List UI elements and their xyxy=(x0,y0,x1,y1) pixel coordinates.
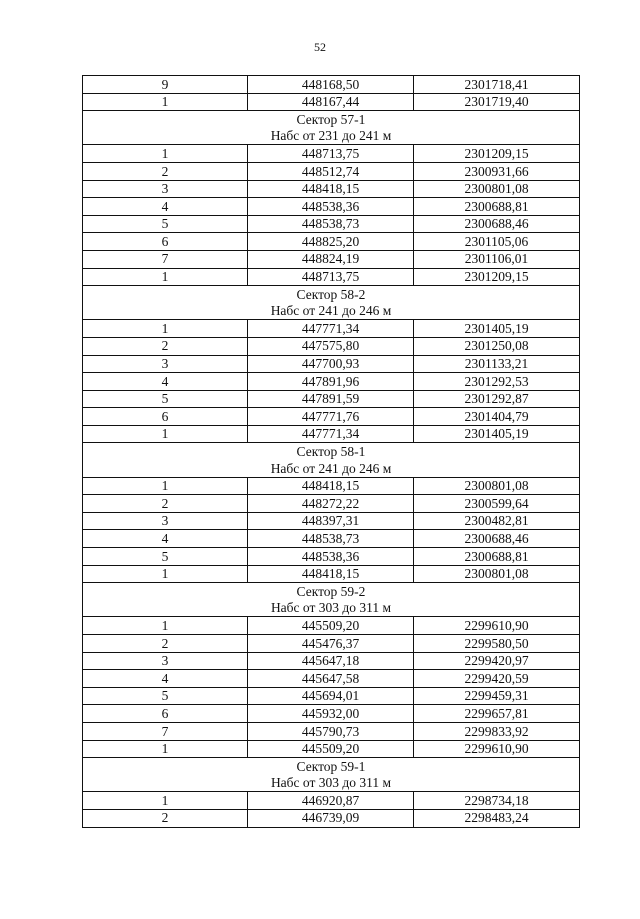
sector-title: Сектор 57-1 xyxy=(83,111,580,128)
point-number-cell: 1 xyxy=(83,425,248,443)
table-row xyxy=(83,670,580,688)
coordinates-table-body xyxy=(83,76,580,828)
table-row xyxy=(83,355,580,373)
height-range-row xyxy=(83,128,580,145)
sector-header-row xyxy=(83,443,580,460)
y-coordinate-cell: 2300599,64 xyxy=(414,495,580,513)
y-coordinate-cell: 2300688,46 xyxy=(414,215,580,233)
y-coordinate-cell: 2301250,08 xyxy=(414,337,580,355)
point-number-cell: 5 xyxy=(83,215,248,233)
x-coordinate-cell: 448824,19 xyxy=(248,250,414,268)
x-coordinate-cell: 448713,75 xyxy=(248,268,414,286)
point-number-cell: 5 xyxy=(83,548,248,566)
point-number-cell: 7 xyxy=(83,250,248,268)
height-range-row xyxy=(83,303,580,320)
point-number-cell: 7 xyxy=(83,722,248,740)
y-coordinate-cell: 2301209,15 xyxy=(414,145,580,163)
table-row xyxy=(83,512,580,530)
point-number-cell: 1 xyxy=(83,145,248,163)
table-row xyxy=(83,792,580,810)
y-coordinate-cell: 2301719,40 xyxy=(414,93,580,111)
table-row xyxy=(83,565,580,583)
x-coordinate-cell: 448418,15 xyxy=(248,180,414,198)
point-number-cell: 1 xyxy=(83,93,248,111)
point-number-cell: 2 xyxy=(83,809,248,827)
y-coordinate-cell: 2301106,01 xyxy=(414,250,580,268)
point-number-cell: 1 xyxy=(83,477,248,495)
point-number-cell: 2 xyxy=(83,337,248,355)
y-coordinate-cell: 2299420,97 xyxy=(414,652,580,670)
x-coordinate-cell: 448512,74 xyxy=(248,162,414,180)
sector-header-row xyxy=(83,758,580,775)
x-coordinate-cell: 448713,75 xyxy=(248,145,414,163)
x-coordinate-cell: 445509,20 xyxy=(248,740,414,758)
y-coordinate-cell: 2301405,19 xyxy=(414,425,580,443)
table-row xyxy=(83,548,580,566)
x-coordinate-cell: 445647,18 xyxy=(248,652,414,670)
y-coordinate-cell: 2299459,31 xyxy=(414,687,580,705)
x-coordinate-cell: 447891,96 xyxy=(248,373,414,391)
point-number-cell: 4 xyxy=(83,530,248,548)
point-number-cell: 4 xyxy=(83,670,248,688)
height-range-row xyxy=(83,460,580,477)
sector-title: Сектор 58-2 xyxy=(83,286,580,303)
table-row xyxy=(83,408,580,426)
x-coordinate-cell: 445509,20 xyxy=(248,617,414,635)
y-coordinate-cell: 2300688,46 xyxy=(414,530,580,548)
y-coordinate-cell: 2300801,08 xyxy=(414,565,580,583)
point-number-cell: 1 xyxy=(83,740,248,758)
table-row xyxy=(83,495,580,513)
point-number-cell: 1 xyxy=(83,565,248,583)
point-number-cell: 3 xyxy=(83,652,248,670)
y-coordinate-cell: 2299657,81 xyxy=(414,705,580,723)
y-coordinate-cell: 2301105,06 xyxy=(414,233,580,251)
coordinates-table xyxy=(82,75,580,828)
table-row xyxy=(83,320,580,338)
point-number-cell: 5 xyxy=(83,687,248,705)
height-range-label: Набс от 303 до 311 м xyxy=(83,600,580,617)
y-coordinate-cell: 2299580,50 xyxy=(414,635,580,653)
sector-header-row xyxy=(83,583,580,600)
table-row xyxy=(83,477,580,495)
table-row xyxy=(83,687,580,705)
table-row xyxy=(83,635,580,653)
y-coordinate-cell: 2301292,53 xyxy=(414,373,580,391)
height-range-label: Набс от 241 до 246 м xyxy=(83,303,580,320)
y-coordinate-cell: 2300688,81 xyxy=(414,548,580,566)
y-coordinate-cell: 2300482,81 xyxy=(414,512,580,530)
table-row xyxy=(83,425,580,443)
point-number-cell: 1 xyxy=(83,268,248,286)
height-range-label: Набс от 231 до 241 м xyxy=(83,128,580,145)
point-number-cell: 3 xyxy=(83,180,248,198)
height-range-label: Набс от 303 до 311 м xyxy=(83,775,580,792)
x-coordinate-cell: 446739,09 xyxy=(248,809,414,827)
point-number-cell: 3 xyxy=(83,512,248,530)
y-coordinate-cell: 2300931,66 xyxy=(414,162,580,180)
x-coordinate-cell: 447771,76 xyxy=(248,408,414,426)
table-row xyxy=(83,390,580,408)
table-row xyxy=(83,617,580,635)
table-row xyxy=(83,740,580,758)
x-coordinate-cell: 445694,01 xyxy=(248,687,414,705)
y-coordinate-cell: 2301209,15 xyxy=(414,268,580,286)
x-coordinate-cell: 447771,34 xyxy=(248,320,414,338)
point-number-cell: 9 xyxy=(83,76,248,94)
table-row xyxy=(83,337,580,355)
y-coordinate-cell: 2300801,08 xyxy=(414,477,580,495)
table-row xyxy=(83,93,580,111)
x-coordinate-cell: 447700,93 xyxy=(248,355,414,373)
table-row xyxy=(83,809,580,827)
x-coordinate-cell: 448418,15 xyxy=(248,477,414,495)
height-range-row xyxy=(83,775,580,792)
x-coordinate-cell: 448538,73 xyxy=(248,215,414,233)
x-coordinate-cell: 448272,22 xyxy=(248,495,414,513)
y-coordinate-cell: 2301292,87 xyxy=(414,390,580,408)
point-number-cell: 6 xyxy=(83,408,248,426)
x-coordinate-cell: 447771,34 xyxy=(248,425,414,443)
point-number-cell: 6 xyxy=(83,705,248,723)
x-coordinate-cell: 448397,31 xyxy=(248,512,414,530)
x-coordinate-cell: 448168,50 xyxy=(248,76,414,94)
x-coordinate-cell: 445476,37 xyxy=(248,635,414,653)
x-coordinate-cell: 447575,80 xyxy=(248,337,414,355)
point-number-cell: 1 xyxy=(83,617,248,635)
point-number-cell: 5 xyxy=(83,390,248,408)
table-row xyxy=(83,162,580,180)
point-number-cell: 2 xyxy=(83,162,248,180)
table-row xyxy=(83,705,580,723)
table-row xyxy=(83,145,580,163)
x-coordinate-cell: 445790,73 xyxy=(248,722,414,740)
y-coordinate-cell: 2300688,81 xyxy=(414,198,580,216)
table-row xyxy=(83,215,580,233)
table-row xyxy=(83,268,580,286)
y-coordinate-cell: 2301404,79 xyxy=(414,408,580,426)
y-coordinate-cell: 2299833,92 xyxy=(414,722,580,740)
y-coordinate-cell: 2299420,59 xyxy=(414,670,580,688)
sector-header-row xyxy=(83,111,580,128)
sector-title: Сектор 59-2 xyxy=(83,583,580,600)
table-row xyxy=(83,722,580,740)
y-coordinate-cell: 2301718,41 xyxy=(414,76,580,94)
sector-header-row xyxy=(83,286,580,303)
sector-title: Сектор 58-1 xyxy=(83,443,580,460)
point-number-cell: 1 xyxy=(83,320,248,338)
point-number-cell: 1 xyxy=(83,792,248,810)
point-number-cell: 4 xyxy=(83,373,248,391)
y-coordinate-cell: 2298483,24 xyxy=(414,809,580,827)
table-row xyxy=(83,530,580,548)
table-row xyxy=(83,198,580,216)
point-number-cell: 2 xyxy=(83,635,248,653)
x-coordinate-cell: 447891,59 xyxy=(248,390,414,408)
table-row xyxy=(83,76,580,94)
table-row xyxy=(83,652,580,670)
table-row xyxy=(83,233,580,251)
x-coordinate-cell: 448538,36 xyxy=(248,548,414,566)
point-number-cell: 6 xyxy=(83,233,248,251)
x-coordinate-cell: 446920,87 xyxy=(248,792,414,810)
x-coordinate-cell: 448825,20 xyxy=(248,233,414,251)
x-coordinate-cell: 448418,15 xyxy=(248,565,414,583)
point-number-cell: 3 xyxy=(83,355,248,373)
y-coordinate-cell: 2301405,19 xyxy=(414,320,580,338)
x-coordinate-cell: 445647,58 xyxy=(248,670,414,688)
table-row xyxy=(83,180,580,198)
y-coordinate-cell: 2299610,90 xyxy=(414,617,580,635)
height-range-row xyxy=(83,600,580,617)
point-number-cell: 2 xyxy=(83,495,248,513)
y-coordinate-cell: 2300801,08 xyxy=(414,180,580,198)
x-coordinate-cell: 448538,36 xyxy=(248,198,414,216)
page-number: 52 xyxy=(314,40,326,54)
point-number-cell: 4 xyxy=(83,198,248,216)
x-coordinate-cell: 448167,44 xyxy=(248,93,414,111)
table-row xyxy=(83,373,580,391)
x-coordinate-cell: 445932,00 xyxy=(248,705,414,723)
table-row xyxy=(83,250,580,268)
sector-title: Сектор 59-1 xyxy=(83,758,580,775)
y-coordinate-cell: 2299610,90 xyxy=(414,740,580,758)
height-range-label: Набс от 241 до 246 м xyxy=(83,460,580,477)
y-coordinate-cell: 2298734,18 xyxy=(414,792,580,810)
x-coordinate-cell: 448538,73 xyxy=(248,530,414,548)
y-coordinate-cell: 2301133,21 xyxy=(414,355,580,373)
